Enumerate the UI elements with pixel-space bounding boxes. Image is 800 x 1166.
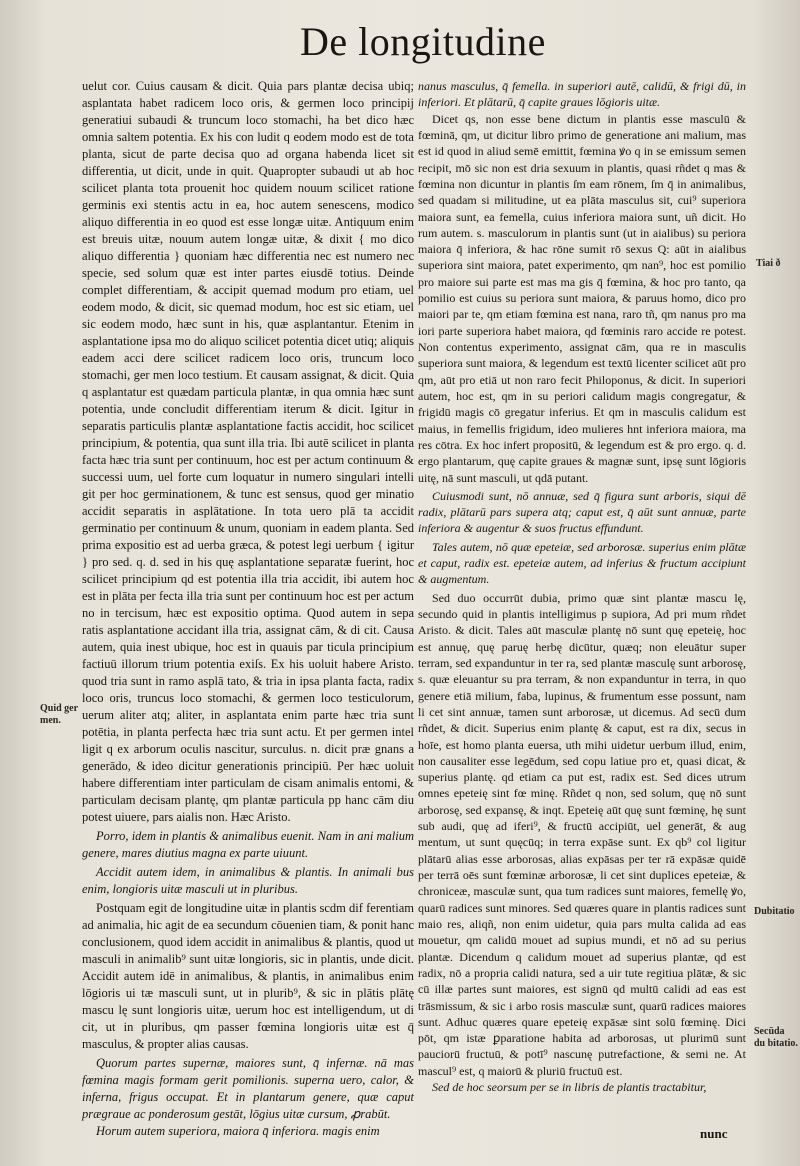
aristotle-text-paragraph: Accidit autem idem, in animalibus & plantis. In animali bus enim, longioris uitæ masculi ut in pluribus. (82, 865, 414, 896)
aristotle-text-paragraph: Sed de hoc seorsum per se in libris de plantis tractabitur, (432, 1080, 707, 1095)
aristotle-text-paragraph: nanus masculus, q̄ femella. in superiori autē, calidū, & frigi dū, in inferiori. Et plātarū, q̄ capite graues lōgioris uitæ. (418, 79, 746, 110)
commentary-paragraph: Dicet qs, non esse bene dictum in plantis esse masculū & fœminā, qm, ut dicitur libro primo de generatione ani malium, mas est id quod in aliud semē emittit, fœmina ꝟo q in se emissum semen recipit, mō sic non est dria sexuum in plantis, quasi rñdet q mas & fœmina non dicuntur in plantis ſm eam rōnem, ſm q̄ in animalibus, sed quadam si militudine, ut ea plāta masculus sit, cui⁹ superiora maiora sunt, ea femella, cuius inferiora maiora sunt, uñ dicit. Ho rum autem. s. masculorum in plantis sunt (ut in aialibus) su periora maiora q̄ inferiora, & hac rōne sumit rō sexus Q: aūt in aialibus superiora sint maiora, patet experimento, qm nan⁹, hoc est pomilio pro maiore sui parte est mas ma gis q̄ fœmina, & hoc pro tanto, qa pomilio est cuius su periora sunt maiora, & paruus homo, dico pro maiori par te, qm etiam fœmina est nana, raro tñ, qm nanus pro ma iori parte superiora habet maiora, qd fœminis raro accide re potest. Non contentus experimento, assignat cām, qua re in masculis superiora sunt maiora, & legendum est textū licenter scilicet aūt pro qm, aūt pro etiā ut non raro fecit Philoponus, & dicit. In superiori autem, hoc est, qm in su periori calidum magis congregatur, & frigidū magis cō gregatur inferius. Et qm in masculis calidum est maius, in femellis frigidum, ideo mulieres hnt inferiora maiora, ma res cōtra. Ex hoc infert propositū, & legendum est & pro ergo. q. d. ergo plantarum, quę capite graues & magnæ sunt, ipsę sunt lōgioris uitę, nā sunt masculi, ut qdā putant. (418, 111, 746, 485)
catchword: nunc (700, 1126, 728, 1141)
margin-note-dubitatio: Dubitatio (754, 906, 795, 917)
left-column (82, 78, 414, 1140)
commentary-paragraph: Postquam egit de longitudine uitæ in plantis scdm dif ferentiam ad animalia, hic agit de ea secundum cōuenien tiam, & ponit hanc conclusionem, quod idem accidit in animalibus & plantis, quod ut masculi in animalib⁹ sunt uitæ longioris, sic in plantis, unde dicit. Accidit autem idē in animalibus, & plantis, in animalibus enim lōgioris ui tæ masculi sunt, ut in plurib⁹, & sic in plātis plātę mascu lę sunt longioris uitæ, uerum hoc est intelligendum, ut di cit, ut in pluribus, qm passer fœmina longioris uitæ est q̄ masculus, & propter alias causas. (82, 901, 414, 1051)
aristotle-text-paragraph: Cuiusmodi sunt, nō annuæ, sed q̄ figura sunt arboris, siqui dē radix, plātarū pars supera atq; caput est, q̄ aūt sunt annuæ, parte inferiora & augentur & suos fructus effundunt. (418, 488, 746, 536)
aristotle-text-paragraph: Tales autem, nō quæ epeteiæ, sed arborosæ. superius enim plātæ et caput, radix est. epeteiæ autem, ad inferius & fructum accipiunt & augmentum. (418, 539, 746, 587)
aristotle-text-paragraph: Quorum partes supernæ, maiores sunt, q̄ infernæ. nā mas fœmina magis formam gerit pomilionis. superna uero, calor, & inferna, frigus occupat. Et in plantarum genere, quæ caput prægraue ac ponderosum gestāt, lōgius uitæ cursum, ꝓrabūt. (82, 1056, 414, 1121)
right-column (418, 78, 746, 1095)
margin-note-quid-germen: Quid ger men. (40, 703, 78, 726)
margin-note-top: Tiai ð (756, 258, 781, 269)
commentary-paragraph: uelut cor. Cuius causam & dicit. Quia pars plantæ decisa ubiq; asplantata habet radicem loco oris, & germen loco principij generatiui subaudi & truncum loco stomachi, ha bet dico hæc omnia saltem potentia. Ex his con ludit q eodem modo est de tota planta, sicut de parte decisa quo ad organa habenda licet sit differentia, ut dicit, unde in quit. Quapropter subaudi ut ab hoc scilicet planta tota prouenit hoc quidem nouum scilicet ratione germinis exi stentis actu in ea, hoc autem senescens, modico aliquo differentia in eo quod est esse longæ uitæ. Antiquum enim est breuis uitæ, nouum autem longæ uitæ, & dixit { mo dico aliquo differentia } quoniam hæc differentia nec est numero nec specie, sed solum quæ est inter partes eiusdē totius. Deinde complet differentiam, & accipit quemad modum pro etiam, uel eodem modo, & dicit, sic quemad modum, hoc est sic etiam, uel sic eodem modo, hæc sunt in his, quæ asplantantur. Etenim in asplantatione ipsa mo do aliquo scilicet potentia dicet utiq; aliquis eadem acci dere scilicet radicem loco oris, truncum loco stomachi, ger men loco testium. Et causam assignat, & dicit. Quia q asplantatur est quædam particula plantæ, in qua omnia hæc sunt potentia, unde concludit differentiam iterum & dicit. Igitur in separatis particulis plantæ asplantatione factis accidit, hoc scilicet principium, & potentia, qua sunt illa tria. Ibi autē scilicet in planta facta hæc tria sunt per continuum, hoc est per actum continuum & successi uum, uel forte cum loquatur in numero singulari intelli git per hoc germinationem, & tunc est sensus, quod ger minatio accidit separatis in asplātatione. In tota uero plā ta accidit germinatio per continuum & unum, quoniam in eadem planta. Sed prima expositio est ad uerba græca, & potest legi uerbum { igitur } pro sed. q. d. sed in his quę asplantatione separatæ fuerint, hoc scilicet principium qd est potentia illa tria accidit, ibi autem hoc est in plāta per fecta illa tria sunt per continuum hoc est per actum no in tercisum, hæc est expositio optima. Quod autem in sepa ratis asplantatione accidant illa tria, assignat cām, & di cit. Causa autem, quia inest ubique, hoc est in quauis par ticula principium factiuū illorum trium potentia exiſs. Ex his uoluit habere Aristo. quod tria sunt in ramo asplā tato, & tria in ipsa planta facta, radix loco oris, truncus loco stomachi, & germen loco testiculorum, uerum aliter atq; aliter, in asplantata enim parte hæc tria sunt potētia, in planta perfecta hæc tria sunt actu. Et per germen intel ligit q ex arborum oculis nascitur, surculus. n. dicit præ gnans a generādo, & ideo dicitur generationis principiū. Per hæc uoluit habere differentiam inter particulam de cisam animalis entomi, & particulam decisam plantę, qm plantæ particula pp hanc cām diu potest uiuere, pars aialis non. Hæc Aristo. (82, 79, 414, 824)
aristotle-text-paragraph: Porro, idem in plantis & animalibus euenit. Nam in ani malium genere, mares diutius magna ex parte uiuunt. (82, 829, 414, 860)
page-title: De longitudine (300, 19, 546, 64)
aristotle-text-paragraph: Horum autem superiora, maiora q̄ inferiora. magis enim (96, 1124, 380, 1138)
margin-note-secunda-dubitatio: Secūda du bitatio. (754, 1026, 798, 1049)
commentary-paragraph: Sed duo occurrūt dubia, primo quæ sint plantæ mascu lę, secundo quid in plantis intelligimus p supiora, Ad pri mum rñdet Aristo. & dicit. Tales aūt masculæ plantę nō sunt quę epeteię, hoc est annuę, quę paruę herbę dicūtur, quæq; non eleuātur super terram, sed expanduntur in ter ra, sed plantæ masculę sunt arborosę, s. quæ eleuantur su pra terram, & non expanduntur in terra, in quo genere etiā milium, faba, lupinus, & frumentum esse possunt, nam li cet sint annuæ, tamen sunt arborosæ, ut dicemus. Ad secū dum rñdet, & dicit. Superius enim plantę & caput, est ra dix, secus in hoīe, est homo planta euersa, uth mihi uidetur uerbum illud, enim, non causaliter esse legēdum, sed copu latiue pro et, quasi dicat, & superius plantę. qd etiam ca put est, radix est. Sed dices utrum omnes epeteię sint fœ minę. Rñdet q non, sed solum, quę nō sunt arborosę, sed expansę, & inqt. Epeteię aūt quę sunt fœminę, hę sunt sub audi, quę ad iferi⁹, & fructū accipiūt, uel generāt, & aug mentum, ut sunt quęcūq; in terra expāse sunt. Ex qb⁹ col ligitur plātarū alias esse arborosas, alias expāsas per ter rā expāsæ quidē per terrā oēs sunt fœminæ arborosæ, li cet sint duplices epeteiæ, & chroniceæ, masculæ sunt, qua tum radices sunt maiores, femellę ꝟo, quarū radices sunt minores. Sed quæres quare in plantis radices sunt maio res, aliqñ, non enim uidetur, quia pars multa calida ad eas mouetur, qm calidū mouet ad supius mundi, et nō ad su perius plantæ. Dicendum q calidum mouet ad superius plantæ, qd est radix, nō a propria calidi natura, sed a uir tute regitiua plātæ, & sic cū illæ partes sunt maiores, est signū qd multū calidi ad eas est trāsmissum, & sic i arbo rosis masculæ sunt, quarū radices maiores sunt. Adhuc quæres quare epeteię expāsæ sint solū fœminę. Dici pōt, qm istæ ꝑparatione habita ad arborosas, ut plurimū sunt pauciorū fructuū, & potī⁹ nascunę putrefactione, & semi ne. At mascul⁹ est, q maiorū & pluriū fructuū est. (418, 590, 746, 1078)
